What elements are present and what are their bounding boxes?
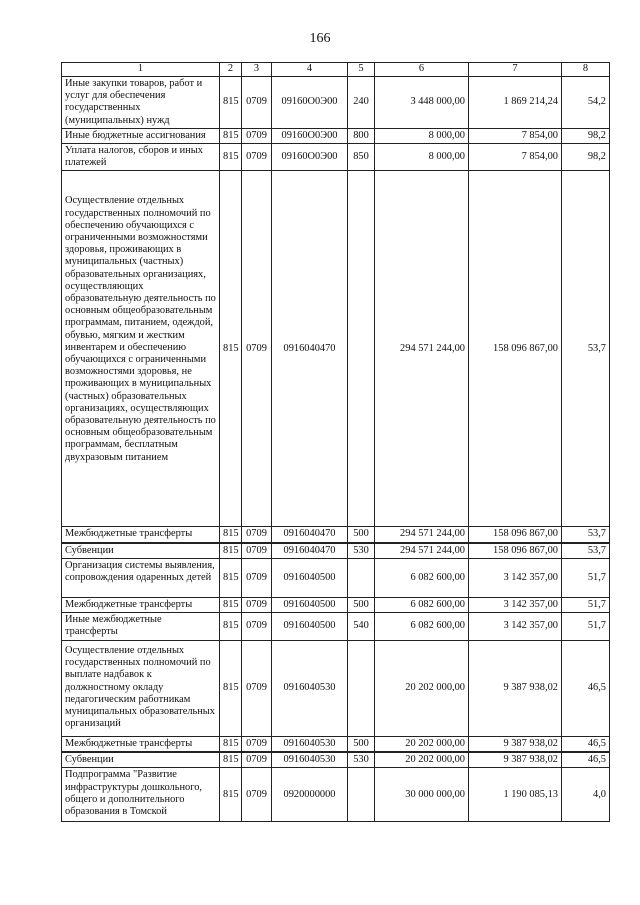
table-row (62, 527, 610, 543)
cell-percent: 98,2 (562, 128, 610, 143)
cell-section: 0709 (242, 752, 272, 768)
cell-section: 0709 (242, 543, 272, 559)
cell-target: 09160О0Э00 (272, 128, 348, 143)
row-name: Осуществление отдельных государственных полномочий по обеспечению обучающихся с ограниченными возможностями здоровья, проживающих в муниципальных (частных) образовательных организациях, осуществляющих образовательную деятельность по основным общеобразовательным программам, питанием, одеждой, обувью, мягким и жестким инвентарем и обеспечению обучающихся с ограниченными возможностями здоровья, не проживающих в муниципальных (частных) образовательных организациях, осуществляющих образовательную деятельность по основным общеобразовательным программам, бесплатным двухразовым питанием (62, 171, 220, 527)
cell-plan: 20 202 000,00 (375, 641, 469, 737)
cell-actual: 3 142 357,00 (469, 613, 562, 641)
table-row (62, 752, 610, 768)
cell-type: 500 (348, 737, 375, 753)
table-row (62, 768, 610, 822)
header-row (62, 63, 610, 77)
cell-type (348, 641, 375, 737)
table-row (62, 77, 610, 129)
cell-section: 0709 (242, 527, 272, 543)
cell-actual: 1 190 085,13 (469, 768, 562, 822)
cell-type: 850 (348, 144, 375, 171)
cell-section: 0709 (242, 597, 272, 612)
cell-admin: 815 (220, 77, 242, 129)
cell-target: 09160О0Э00 (272, 77, 348, 129)
cell-type: 530 (348, 543, 375, 559)
cell-target: 0916040470 (272, 171, 348, 527)
cell-type: 500 (348, 527, 375, 543)
cell-percent: 51,7 (562, 558, 610, 597)
cell-section: 0709 (242, 737, 272, 753)
table-row (62, 641, 610, 737)
column-header: 2 (220, 63, 242, 77)
column-header: 1 (62, 63, 220, 77)
budget-table (61, 62, 610, 822)
column-header: 8 (562, 63, 610, 77)
page-number: 166 (309, 31, 331, 46)
cell-type: 240 (348, 77, 375, 129)
row-name: Организация системы выявления, сопровождения одаренных детей (62, 558, 220, 597)
cell-actual: 7 854,00 (469, 144, 562, 171)
cell-target: 0916040500 (272, 613, 348, 641)
cell-plan: 294 571 244,00 (375, 171, 469, 527)
table-row (62, 613, 610, 641)
cell-admin: 815 (220, 527, 242, 543)
cell-section: 0709 (242, 128, 272, 143)
table-row (62, 144, 610, 171)
cell-type (348, 558, 375, 597)
column-header: 6 (375, 63, 469, 77)
cell-actual: 7 854,00 (469, 128, 562, 143)
cell-percent: 53,7 (562, 543, 610, 559)
cell-percent: 98,2 (562, 144, 610, 171)
column-header: 4 (272, 63, 348, 77)
cell-section: 0709 (242, 171, 272, 527)
cell-section: 0709 (242, 77, 272, 129)
cell-type (348, 171, 375, 527)
cell-percent: 51,7 (562, 597, 610, 612)
cell-actual: 158 096 867,00 (469, 543, 562, 559)
cell-actual: 1 869 214,24 (469, 77, 562, 129)
cell-section: 0709 (242, 558, 272, 597)
column-header: 7 (469, 63, 562, 77)
cell-plan: 3 448 000,00 (375, 77, 469, 129)
cell-admin: 815 (220, 613, 242, 641)
cell-plan: 6 082 600,00 (375, 613, 469, 641)
cell-type: 800 (348, 128, 375, 143)
cell-target: 0920000000 (272, 768, 348, 822)
cell-percent: 46,5 (562, 737, 610, 753)
cell-plan: 20 202 000,00 (375, 752, 469, 768)
table-row (62, 737, 610, 753)
cell-actual: 158 096 867,00 (469, 527, 562, 543)
cell-section: 0709 (242, 641, 272, 737)
cell-actual: 3 142 357,00 (469, 597, 562, 612)
column-header: 5 (348, 63, 375, 77)
row-name: Иные закупки товаров, работ и услуг для обеспечения государственных (муниципальных) нужд (62, 77, 220, 129)
cell-admin: 815 (220, 558, 242, 597)
cell-type: 500 (348, 597, 375, 612)
row-name: Субвенции (62, 752, 220, 768)
row-name: Субвенции (62, 543, 220, 559)
cell-type: 530 (348, 752, 375, 768)
row-name: Межбюджетные трансферты (62, 737, 220, 753)
cell-actual: 158 096 867,00 (469, 171, 562, 527)
table-row (62, 558, 610, 597)
cell-actual: 3 142 357,00 (469, 558, 562, 597)
row-name: Межбюджетные трансферты (62, 597, 220, 612)
cell-target: 0916040530 (272, 641, 348, 737)
cell-section: 0709 (242, 144, 272, 171)
row-name: Уплата налогов, сборов и иных платежей (62, 144, 220, 171)
cell-target: 0916040500 (272, 597, 348, 612)
cell-target: 0916040500 (272, 558, 348, 597)
cell-percent: 53,7 (562, 527, 610, 543)
cell-percent: 53,7 (562, 171, 610, 527)
cell-target: 0916040470 (272, 543, 348, 559)
cell-plan: 8 000,00 (375, 128, 469, 143)
cell-section: 0709 (242, 613, 272, 641)
column-header: 3 (242, 63, 272, 77)
cell-percent: 51,7 (562, 613, 610, 641)
cell-admin: 815 (220, 641, 242, 737)
cell-plan: 20 202 000,00 (375, 737, 469, 753)
cell-admin: 815 (220, 128, 242, 143)
cell-plan: 294 571 244,00 (375, 543, 469, 559)
table-row (62, 171, 610, 527)
cell-percent: 46,5 (562, 752, 610, 768)
cell-target: 0916040530 (272, 752, 348, 768)
cell-target: 09160О0Э00 (272, 144, 348, 171)
cell-admin: 815 (220, 597, 242, 612)
cell-section: 0709 (242, 768, 272, 822)
cell-percent: 46,5 (562, 641, 610, 737)
cell-admin: 815 (220, 144, 242, 171)
cell-admin: 815 (220, 768, 242, 822)
row-name: Подпрограмма "Развитие инфраструктуры дошкольного, общего и дополнительного образования в Томской (62, 768, 220, 822)
cell-plan: 294 571 244,00 (375, 527, 469, 543)
cell-admin: 815 (220, 737, 242, 753)
cell-percent: 54,2 (562, 77, 610, 129)
cell-actual: 9 387 938,02 (469, 752, 562, 768)
cell-actual: 9 387 938,02 (469, 641, 562, 737)
row-name: Осуществление отдельных государственных полномочий по выплате надбавок к должностному окладу педагогическим работникам муниципальных образовательных организаций (62, 641, 220, 737)
cell-admin: 815 (220, 171, 242, 527)
table-row (62, 128, 610, 143)
cell-actual: 9 387 938,02 (469, 737, 562, 753)
cell-plan: 6 082 600,00 (375, 597, 469, 612)
cell-plan: 6 082 600,00 (375, 558, 469, 597)
cell-percent: 4,0 (562, 768, 610, 822)
cell-plan: 8 000,00 (375, 144, 469, 171)
table-row (62, 543, 610, 559)
row-name: Межбюджетные трансферты (62, 527, 220, 543)
cell-target: 0916040530 (272, 737, 348, 753)
cell-admin: 815 (220, 752, 242, 768)
row-name: Иные межбюджетные трансферты (62, 613, 220, 641)
table-row (62, 597, 610, 612)
row-name: Иные бюджетные ассигнования (62, 128, 220, 143)
cell-target: 0916040470 (272, 527, 348, 543)
cell-admin: 815 (220, 543, 242, 559)
cell-plan: 30 000 000,00 (375, 768, 469, 822)
cell-type (348, 768, 375, 822)
cell-type: 540 (348, 613, 375, 641)
